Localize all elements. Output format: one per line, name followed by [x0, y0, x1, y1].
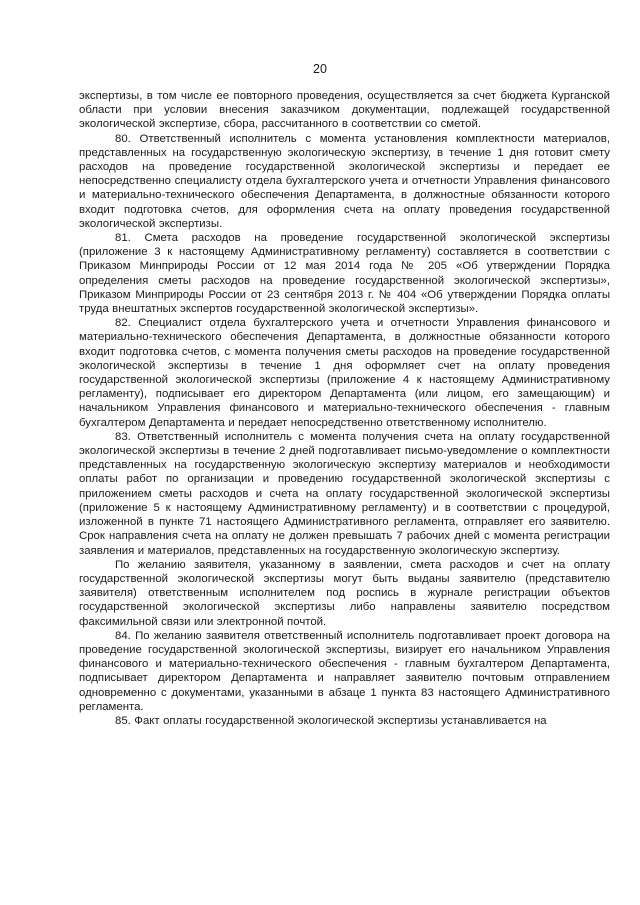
paragraph-85: 85. Факт оплаты государственной экологической экспертизы устанавливается на	[115, 714, 547, 727]
document-body	[79, 89, 610, 728]
paragraph-continuation: экспертизы, в том числе ее повторного проведения, осуществляется за счет бюджета Курганской области при условии внесения заказчиком документации, подлежащей государственной экологической экспертизе, сбора, рассчитанного в соответствии со сметой.	[79, 90, 610, 131]
paragraph-82: 82. Специалист отдела бухгалтерского учета и отчетности Управления финансового и материально-технического обеспечения Департамента, в должностные обязанности которого входит подготовка счетов, с момента получения сметы расходов на проведение государственной экологической экспертизы в течение 1 дня оформляет счет на оплату проведения государственной экологической экспертизы (приложение 4 к настоящему Административному регламенту), подписывает его директором Департамента (или лицом, его замещающим) и начальником Управления финансового и материально-технического обеспечения - главным бухгалтером Департамента и передает непосредственно ответственному исполнителю.	[79, 317, 610, 429]
paragraph-80: 80. Ответственный исполнитель с момента установления комплектности материалов, представленных на государственную экологическую экспертизу, в течение 1 дня готовит смету расходов на проведение государственной экологической экспертизы и передает ее непосредственно специалисту отдела бухгалтерского учета и отчетности Управления финансового и материально-технического обеспечения Департамента, в должностные обязанности которого входит подготовка счетов, для оформления счета на оплату проведения государственной экологической экспертизы.	[79, 132, 610, 230]
paragraph-81: 81. Смета расходов на проведение государственной экологической экспертизы (приложение 3 к настоящему Административному регламенту) составляется в соответствии с Приказом Минприроды России от 12 мая 2014 года № 205 «Об утверждении Порядка определения сметы расходов на проведение государственной экологической экспертизы», Приказом Минприроды России от 23 сентября 2013 г. № 404 «Об утверждении Порядка оплаты труда внештатных экспертов государственной экологической экспертизы».	[79, 232, 610, 316]
paragraph-83: 83. Ответственный исполнитель с момента получения счета на оплату государственной экологической экспертизы в течение 2 дней подготавливает письмо-уведомление о комплектности представленных на государственную экологическую экспертизу материалов и необходимости оплаты работ по организации и проведению государственной экологической экспертизы с приложением сметы расходов и счета на оплату государственной экологической экспертизы (приложение 5 к настоящему Административному регламенту) и в соответствии с процедурой, изложенной в пункте 71 настоящего Административного регламента, отправляет его заявителю. Срок направления счета на оплату не должен превышать 7 рабочих дней с момента регистрации заявления и материалов, представленных на государственную экологическую экспертизу.	[79, 430, 610, 557]
page-number: 20	[313, 62, 327, 76]
paragraph-84: 84. По желанию заявителя ответственный исполнитель подготавливает проект договора на проведение государственной экологической экспертизы, визирует его начальником Управления финансового и материально-технического обеспечения - главным бухгалтером Департамента, подписывает директором Департамента и направляет заявителю почтовым отправлением одновременно с документами, указанными в абзаце 1 пункта 83 настоящего Административного регламента.	[79, 629, 610, 713]
paragraph-83-addendum: По желанию заявителя, указанному в заявлении, смета расходов и счет на оплату государственной экологической экспертизы могут быть выданы заявителю (представителю заявителя) ответственным исполнителем под роспись в журнале регистрации объектов государственной экологической экспертизы либо направлены заявителю посредством факсимильной связи или электронной почтой.	[79, 558, 610, 628]
